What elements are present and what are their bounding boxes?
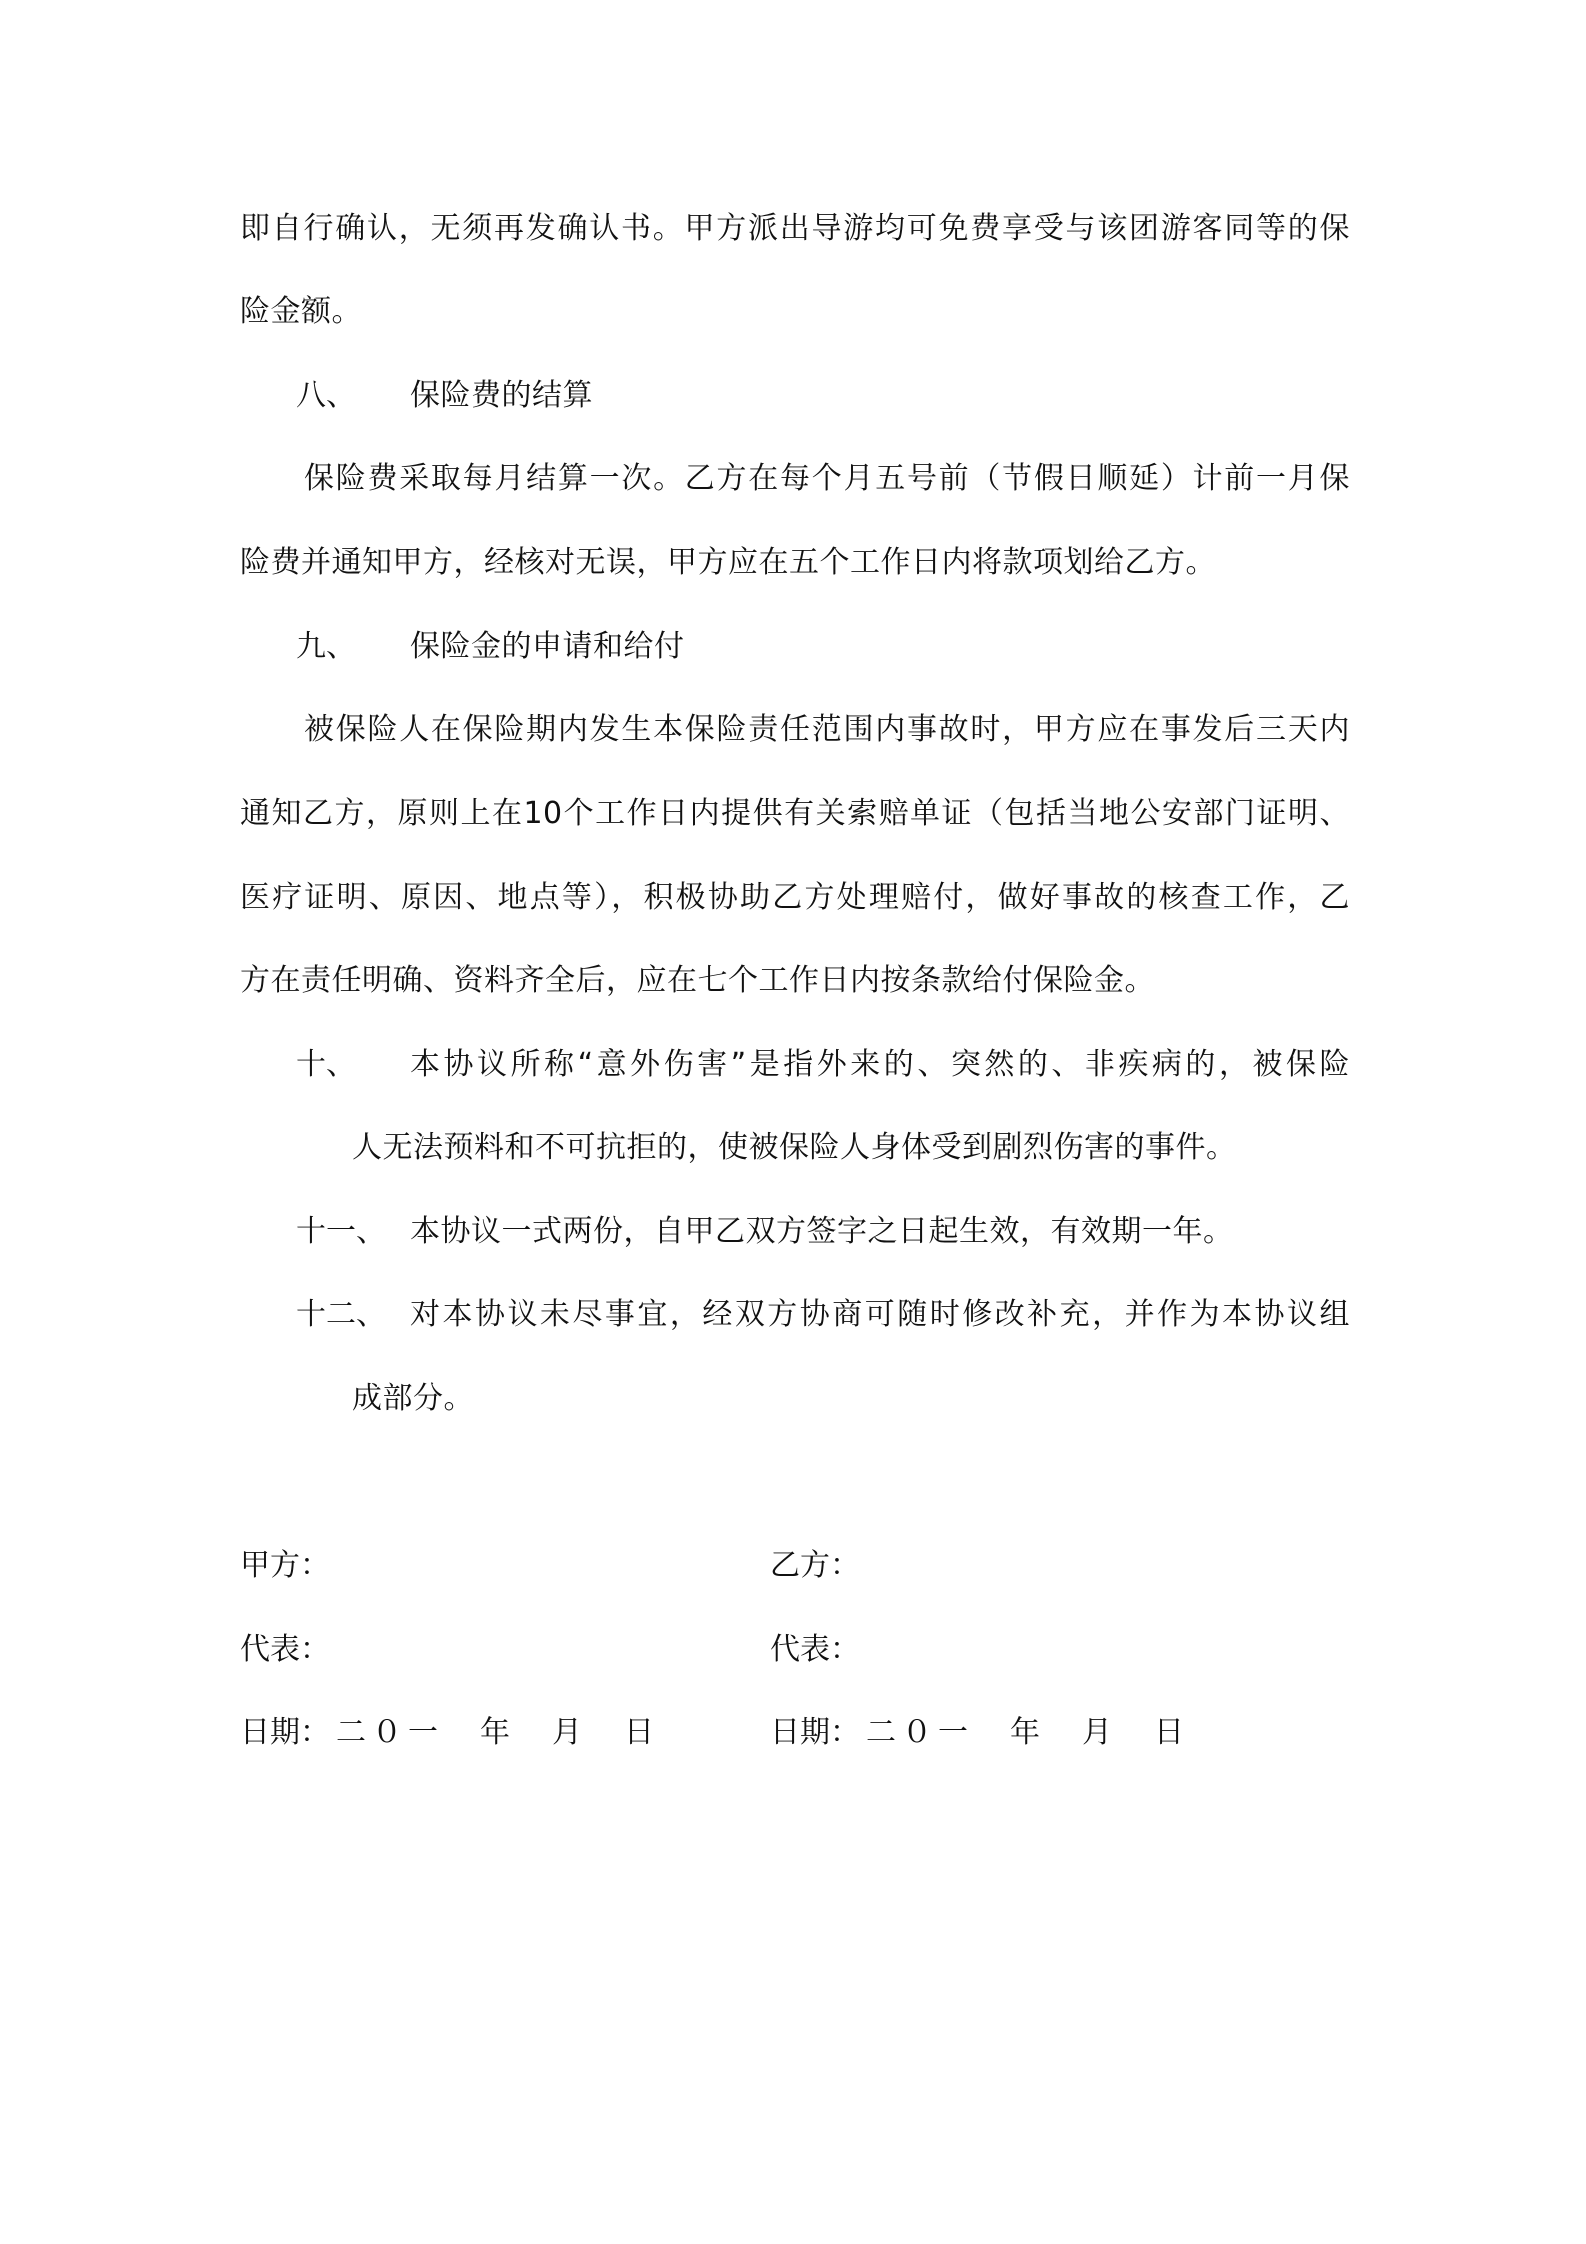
party-b-date-label: 日期： bbox=[770, 1715, 860, 1750]
party-a-representative-label: 代表： bbox=[240, 1632, 330, 1667]
section-10-line-2: 人无法预料和不可抗拒的，使被保险人身体受到剧烈伤害的事件。 bbox=[352, 1130, 1237, 1165]
section-8-heading: 保险费的结算 bbox=[410, 378, 593, 413]
section-9-line-1: 被保险人在保险期内发生本保险责任范围内事故时，甲方应在事发后三天内 bbox=[304, 712, 1350, 747]
party-a-date-label: 日期： bbox=[240, 1715, 330, 1750]
section-8-line-2: 险费并通知甲方，经核对无误，甲方应在五个工作日内将款项划给乙方。 bbox=[240, 545, 1216, 580]
section-11-line-1: 本协议一式两份，自甲乙双方签字之日起生效，有效期一年。 bbox=[410, 1214, 1234, 1249]
party-b-date-value: 二０一 年 月 日 bbox=[866, 1715, 1190, 1750]
section-10-number: 十、 bbox=[296, 1047, 356, 1082]
section-9-number: 九、 bbox=[296, 629, 356, 664]
section-12-number: 十二、 bbox=[296, 1297, 386, 1332]
party-a-label: 甲方： bbox=[240, 1548, 330, 1583]
para-7-line-1: 即自行确认，无须再发确认书。甲方派出导游均可免费享受与该团游客同等的保 bbox=[240, 211, 1350, 246]
section-10-line-1: 本协议所称“意外伤害”是指外来的、突然的、非疾病的，被保险 bbox=[410, 1047, 1350, 1082]
para-7-line-2: 险金额。 bbox=[240, 294, 362, 329]
party-a-date-value: 二０一 年 月 日 bbox=[336, 1715, 660, 1750]
section-9-line-4: 方在责任明确、资料齐全后，应在七个工作日内按条款给付保险金。 bbox=[240, 963, 1155, 998]
section-12-line-1: 对本协议未尽事宜，经双方协商可随时修改补充，并作为本协议组 bbox=[410, 1297, 1350, 1332]
section-8-number: 八、 bbox=[296, 378, 356, 413]
party-b-label: 乙方： bbox=[770, 1548, 860, 1583]
party-b-representative-label: 代表： bbox=[770, 1632, 860, 1667]
section-11-number: 十一、 bbox=[296, 1214, 386, 1249]
section-9-line-3: 医疗证明、原因、地点等），积极协助乙方处理赔付，做好事故的核查工作，乙 bbox=[240, 880, 1350, 915]
section-9-line-2: 通知乙方，原则上在10个工作日内提供有关索赔单证（包括当地公安部门证明、 bbox=[240, 796, 1350, 831]
section-9-heading: 保险金的申请和给付 bbox=[410, 629, 685, 664]
section-8-line-1: 保险费采取每月结算一次。乙方在每个月五号前（节假日顺延）计前一月保 bbox=[304, 461, 1350, 496]
section-12-line-2: 成部分。 bbox=[352, 1381, 474, 1416]
